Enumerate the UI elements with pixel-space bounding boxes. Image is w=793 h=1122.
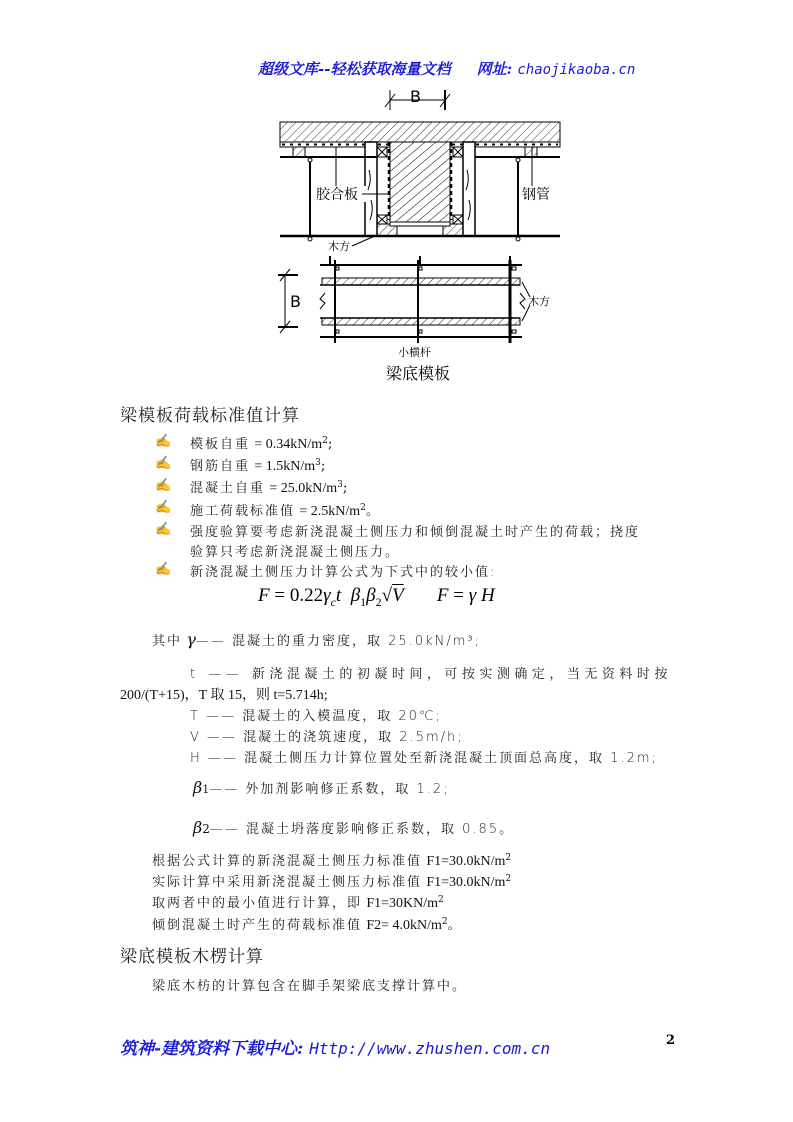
def-T: T —— 混凝土的入模温度，取 20℃; (190, 709, 442, 724)
def-H: H —— 混凝土侧压力计算位置处至新浇混凝土顶面总高度，取 1.2m; (190, 751, 658, 766)
pencil-bullet-icon: ✍ (155, 562, 172, 577)
note-strength-check-line2: 验算只考虑新浇混凝土侧压力。 (190, 545, 401, 560)
note-formula-intro: 新浇混凝土侧压力计算公式为下式中的较小值: (190, 565, 497, 580)
header-banner (258, 58, 635, 79)
load-item-concrete: 混凝土自重 = $25.0kN/m^3$; (190, 480, 348, 496)
section-timber-body: 梁底木枋的计算包含在脚手架梁底支撑计算中。 (152, 979, 468, 994)
header-site-name: 超级文库--轻松获取海量文档 (258, 60, 451, 78)
header-url-link[interactable]: chaojikaoba.cn (517, 62, 636, 78)
section-title-loads: 梁模板荷载标准值计算 (120, 406, 300, 426)
label-plywood: 胶合板 (316, 187, 358, 203)
diagram-caption: 梁底模板 (386, 364, 451, 383)
result-adopted-pressure: 实际计算中采用新浇混凝土侧压力标准值 $F1=30.0kN/m^2$ (152, 874, 512, 890)
def-t-line2: 200/(T+15)，T 取 15，则 t=5.714h; (120, 688, 328, 703)
beam-formwork-diagram (270, 80, 570, 389)
def-beta1: β1—— 外加剂影响修正系数，取 1.2; (193, 778, 450, 797)
section-title-timber: 梁底模板木楞计算 (120, 947, 264, 967)
def-V: V —— 混凝土的浇筑速度，取 2.5m/h; (190, 730, 464, 745)
pencil-bullet-icon: ✍ (155, 456, 172, 471)
load-item-rebar: 钢筋自重 = $1.5kN/m^3$; (190, 458, 326, 474)
label-crossbar: 小横杆 (398, 346, 431, 359)
load-item-construction: 施工荷载标准值 = $2.5kN/m^2$。 (190, 503, 380, 519)
load-item-formwork: 模板自重 = $0.34kN/m^2$; (190, 436, 333, 452)
header-url-label: 网址: (476, 60, 513, 78)
label-side-width: B (290, 292, 301, 311)
note-strength-check-line1: 强度验算要考虑新浇混凝土侧压力和倾倒混凝土时产生的荷载；挠度 (190, 525, 641, 540)
label-timber-top: 木方 (328, 240, 350, 253)
pencil-bullet-icon: ✍ (155, 522, 172, 537)
result-minimum-pressure: 取两者中的最小值进行计算，即 $F1=30KN/m^2$ (152, 895, 444, 911)
footer-banner (120, 1034, 550, 1059)
label-steel-pipe: 钢管 (522, 187, 550, 203)
pencil-bullet-icon: ✍ (155, 434, 172, 449)
page-number: 2 (666, 1033, 676, 1048)
footer-url-link[interactable]: Http://www.zhushen.com.cn (309, 1039, 551, 1058)
pencil-bullet-icon: ✍ (155, 500, 172, 515)
label-top-width: B (410, 87, 421, 106)
pressure-formula: $F = 0.22\gamma_ct$ $\beta_1\beta_2√V$ F = γ H (258, 585, 495, 609)
def-gamma: 其中 γ—— 混凝土的重力密度，取 25.0kN/m³; (152, 630, 481, 649)
footer-site-name: 筑神-建筑资料下载中心: (120, 1039, 304, 1059)
result-formula-pressure: 根据公式计算的新浇混凝土侧压力标准值 $F1=30.0kN/m^2$ (152, 853, 512, 869)
result-dumping-load: 倾倒混凝土时产生的荷载标准值 $F2= 4.0kN/m^2$。 (152, 917, 462, 933)
label-timber-plan: 木方 (528, 295, 550, 308)
def-t-line1: t —— 新浇混凝土的初凝时间，可按实测确定，当无资料时按 (190, 667, 672, 682)
def-beta2: β2—— 混凝土坍落度影响修正系数，取 0.85。 (193, 818, 515, 837)
pencil-bullet-icon: ✍ (155, 478, 172, 493)
